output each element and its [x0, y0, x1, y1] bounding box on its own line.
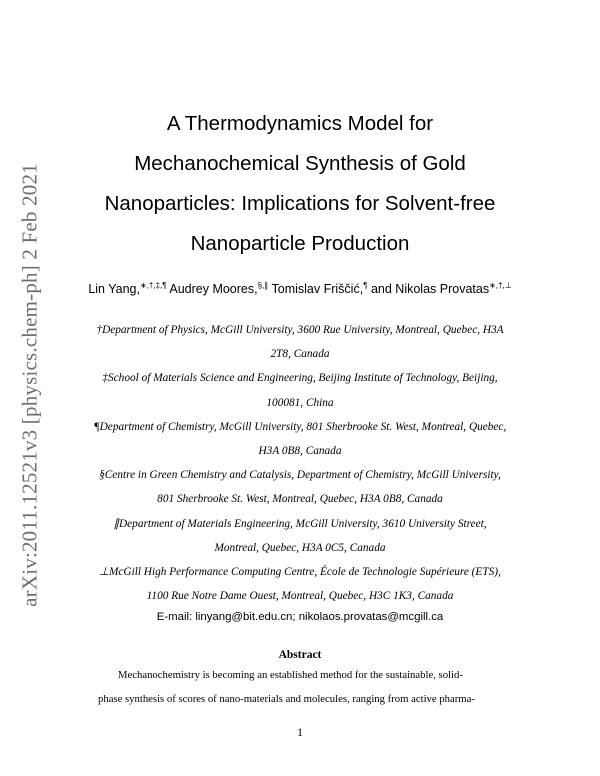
affiliations — [74, 318, 526, 608]
arxiv-identifier: arXiv:2011.12521v3 [physics.chem-ph] 2 Feb 2021 — [17, 163, 42, 607]
abstract-body — [98, 663, 502, 711]
affiliation-line: ‡School of Materials Science and Engineering, Beijing Institute of Technology, Beijing, — [102, 372, 498, 385]
affiliation-line: 100081, China — [266, 396, 334, 409]
affiliation-line: †Department of Physics, McGill University, 3600 Rue University, Montreal, Quebec, H3A — [96, 324, 504, 336]
author-name: and Nikolas Provatas — [370, 282, 490, 296]
author-affiliation-marks: ∗,†,⊥ — [489, 281, 512, 290]
author-affiliation-marks: ∗,†,‡,¶ — [139, 281, 167, 290]
affiliation-line: H3A 0B8, Canada — [258, 445, 342, 458]
title-line: Nanoparticle Production — [190, 232, 410, 255]
affiliation-line: ¶Department of Chemistry, McGill University, 801 Sherbrooke St. West, Montreal, Quebec, — [93, 420, 507, 433]
paper-title — [60, 104, 540, 264]
author-affiliation-marks: ¶ — [363, 281, 368, 290]
contact-email: E-mail: linyang@bit.edu.cn; nikolaos.provatas@mcgill.ca — [156, 611, 444, 623]
author-list — [0, 281, 600, 296]
title-line: Mechanochemical Synthesis of Gold — [134, 152, 466, 175]
affiliation-line: 801 Sherbrooke St. West, Montreal, Quebec, H3A 0B8, Canada — [157, 493, 443, 506]
affiliation-line: §Centre in Green Chemistry and Catalysis, Department of Chemistry, McGill University, — [99, 469, 501, 482]
affiliation-line: ∥Department of Materials Engineering, McGill University, 3610 University Street, — [113, 517, 487, 530]
abstract-heading: Abstract — [278, 649, 322, 661]
affiliation-line: 1100 Rue Notre Dame Ouest, Montreal, Quebec, H3C 1K3, Canada — [146, 590, 454, 603]
abstract-line: Mechanochemistry is becoming an established method for the sustainable, solid- — [118, 669, 463, 681]
author-name: Tomislav Friščić, — [271, 282, 364, 296]
title-line: A Thermodynamics Model for — [166, 112, 434, 135]
author-name: Lin Yang, — [88, 282, 140, 296]
author-name: Audrey Moores, — [169, 282, 258, 296]
arxiv-sidebar — [10, 163, 50, 607]
affiliation-line: 2T8, Canada — [270, 348, 330, 361]
title-line: Nanoparticles: Implications for Solvent-free — [104, 192, 496, 215]
affiliation-line: ⊥McGill High Performance Computing Centre, École de Technologie Supérieure (ETS), — [99, 566, 501, 579]
page-number: 1 — [297, 725, 303, 739]
abstract-line: phase synthesis of scores of nano-materials and molecules, ranging from active pharma- — [98, 693, 475, 705]
affiliation-line: Montreal, Quebec, H3A 0C5, Canada — [214, 541, 386, 554]
author-affiliation-marks: §,∥ — [257, 281, 269, 290]
